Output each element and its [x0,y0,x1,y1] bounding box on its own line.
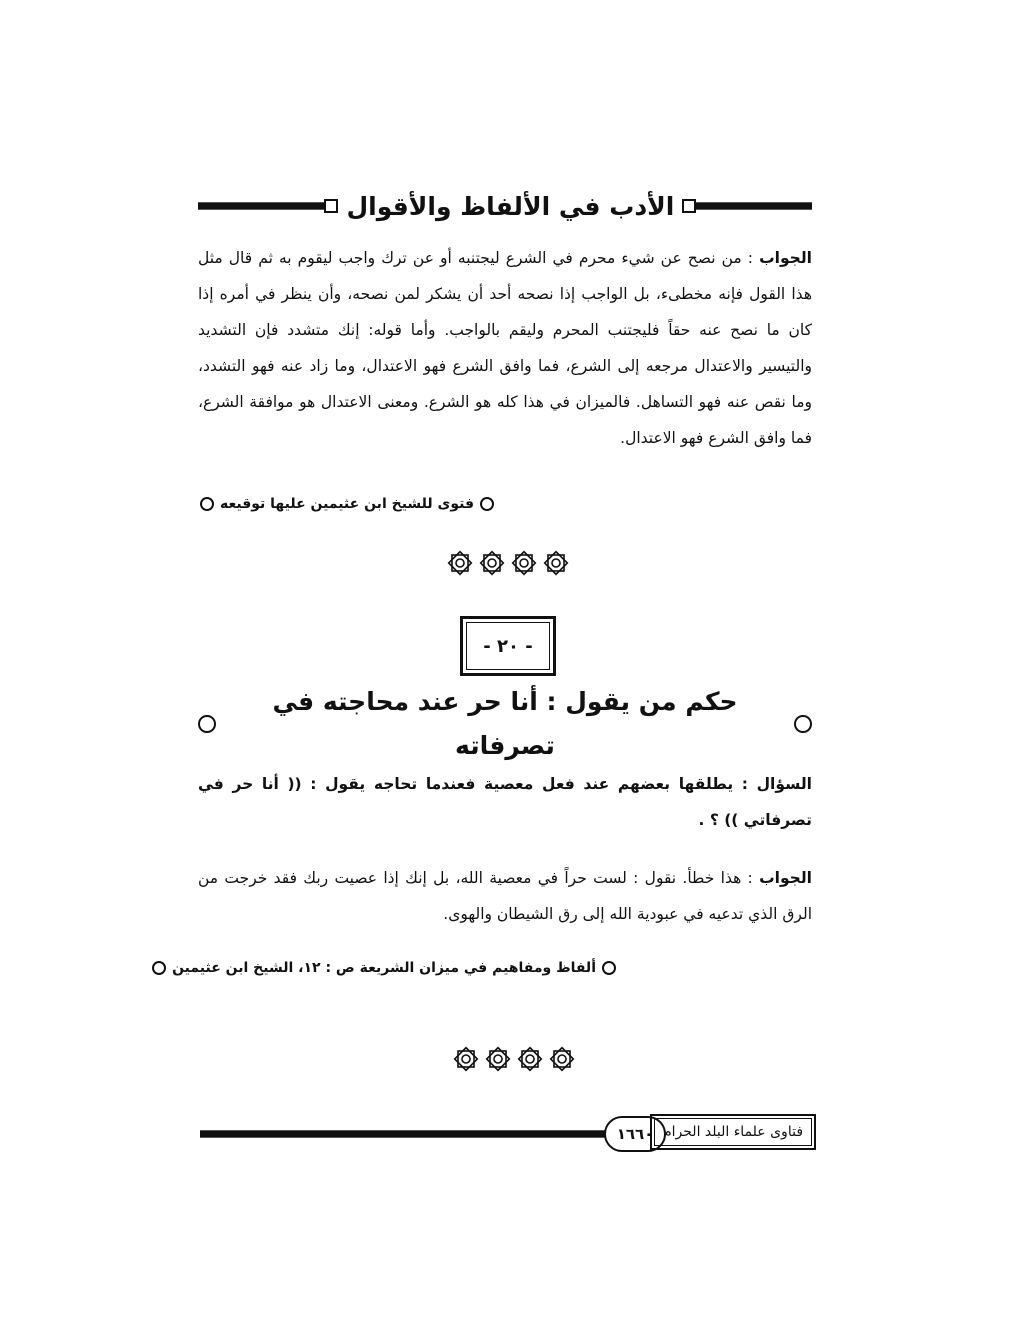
answer-paragraph-2 [198,860,812,932]
question-label: السؤال [756,775,812,793]
square-icon [682,199,696,213]
header-title-text: الأدب في الألفاظ والأقوال [346,191,675,221]
source-note-1 [200,496,494,512]
running-header [198,186,812,226]
answer-paragraph-1 [198,240,812,456]
question-text: : يطلقها بعضهم عند فعل معصية فعندما تحاجه يقول : (( أنا حر في تصرفاتي )) ؟ . [198,775,812,829]
question-title [198,680,812,768]
page-number: ١٦٦٠ [604,1116,666,1152]
circle-icon [152,961,166,975]
question-title-text: حكم من يقول : أنا حر عند محاجته في تصرفاته [272,687,738,760]
question-paragraph [198,766,812,838]
fatwa-number-box [460,616,556,676]
source-text: فتوى للشيخ ابن عثيمين عليها توقيعه [219,496,474,512]
circle-icon [480,497,494,511]
source-note-2 [152,960,616,976]
star-ornament-icon [483,1044,513,1074]
answer-text: : هذا خطأ. نقول : لست حراً في معصية الله، بل إنك إذا عصيت ربك فقد خرجت من الرق الذي تدعيه في عبودية الله إلى رق الشيطان والهوى. [198,869,812,923]
book-title-box [650,1114,816,1150]
star-ornament-icon [477,548,507,578]
section-ornament [451,1044,577,1074]
circle-icon [602,961,616,975]
book-title: فتاوى علماء البلد الحرام [654,1118,812,1146]
star-ornament-icon [451,1044,481,1074]
circle-icon [200,497,214,511]
star-ornament-icon [547,1044,577,1074]
star-ornament-icon [509,548,539,578]
answer-label: الجواب [759,249,812,267]
header-title [324,192,696,221]
section-ornament [445,548,571,578]
star-ornament-icon [445,548,475,578]
star-ornament-icon [515,1044,545,1074]
answer-label: الجواب [759,869,812,887]
page-footer [200,1114,816,1154]
square-icon [324,199,338,213]
header-rule-left [198,202,324,210]
source-text: ألفاظ ومفاهيم في ميزان الشريعة ص : ١٢، الشيخ ابن عثيمين [172,960,596,976]
answer-text: : من نصح عن شيء محرم في الشرع ليجتنبه أو عن ترك واجب ليقوم به ثم قال مثل هذا القول فإنه مخطىء، بل الواجب إذا نصحه أحد أن يشكر لمن نصحه، وأن ينظر في أمره إذا كان ما نصح عنه حقاً فليجتنب المحرم وليقم بالواجب. وأما قوله: إنك متشدد فإن التشديد والتيسير والاعتدال مرجعه إلى الشرع، فما وافق الشرع فهو الاعتدال، وما زاد عنه فهو التشدد، وما نقص عنه فهو التساهل. فالميزان في هذا كله هو الشرع. ومعنى الاعتدال هو موافقة الشرع، فما وافق الشرع فهو الاعتدال. [198,249,812,447]
footer-rule [200,1130,608,1138]
circle-icon [794,715,812,733]
circle-icon [198,715,216,733]
fatwa-number: - ٢٠ - [466,622,550,670]
star-ornament-icon [541,548,571,578]
header-rule-right [696,202,812,210]
